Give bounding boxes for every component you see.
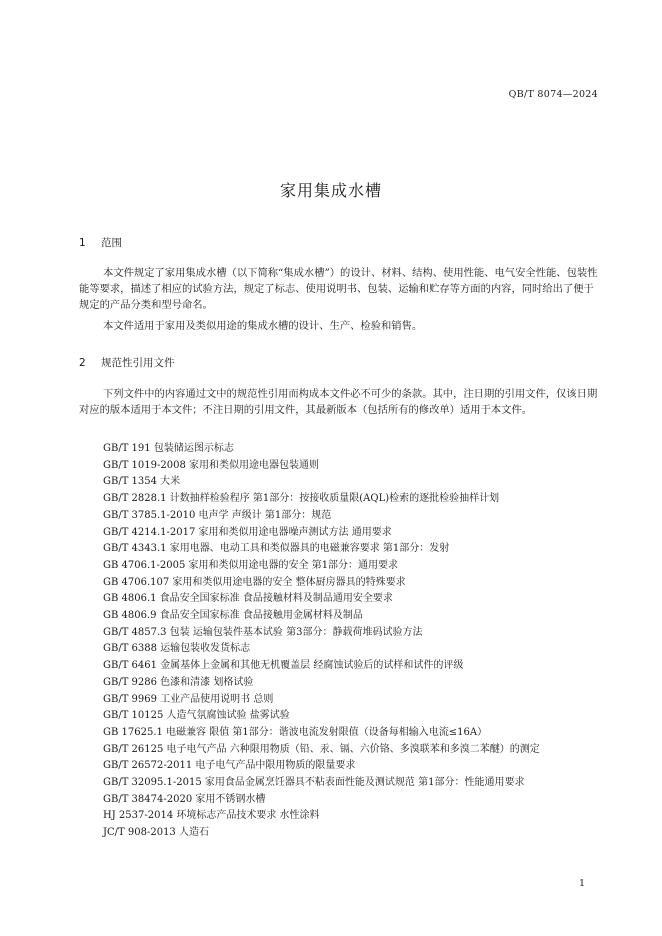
reference-item: GB/T 32095.1-2015 家用食品金属烹饪器具不粘表面性能及测试规范 第1部分：性能通用要求 xyxy=(103,777,525,789)
reference-item: GB 4706.107 家用和类似用途电器的安全 整体厨房器具的特殊要求 xyxy=(103,576,406,588)
standard-code: QB/T 8074—2024 xyxy=(508,89,598,100)
reference-item: GB/T 6461 金属基体上金属和其他无机覆盖层 经腐蚀试验后的试样和试件的评级 xyxy=(103,660,464,672)
reference-item: GB 4806.1 食品安全国家标准 食品接触材料及制品通用安全要求 xyxy=(103,593,393,605)
reference-item: GB 4706.1-2005 家用和类似用途电器的安全 第1部分：通用要求 xyxy=(103,559,399,571)
section-2-title: 规范性引用文件 xyxy=(101,357,175,369)
reference-item: GB/T 9969 工业产品使用说明书 总则 xyxy=(103,693,274,705)
reference-item: GB 17625.1 电磁兼容 限值 第1部分：谐波电流发射限值（设备每相输入电流≤16A） xyxy=(103,726,488,738)
reference-item: GB/T 4343.1 家用电器、电动工具和类似器具的电磁兼容要求 第1部分：发射 xyxy=(103,543,450,555)
scope-paragraph-2: 本文件适用于家用及类似用途的集成水槽的设计、生产、检验和销售。 xyxy=(103,320,423,332)
references-intro: 下列文件中的内容通过文中的规范性引用而构成本文件必不可少的条款。其中，注日期的引用文件，仅该日期对应的版本适用于本文件；不注日期的引用文件，其最新版本（包括所有的修改单）适用于本文件。 xyxy=(79,388,598,416)
section-1-title: 范围 xyxy=(101,237,122,249)
reference-item: GB/T 1019-2008 家用和类似用途电器包装通则 xyxy=(103,459,320,471)
reference-item: GB/T 26125 电子电气产品 六种限用物质（铅、汞、镉、六价铬、多溴联苯和多溴二苯醚）的测定 xyxy=(103,743,540,755)
reference-item: GB 4806.9 食品安全国家标准 食品接触用金属材料及制品 xyxy=(103,610,363,622)
section-1-number: 1 xyxy=(79,237,86,249)
page-number: 1 xyxy=(578,878,585,889)
reference-item: GB/T 3785.1-2010 电声学 声级计 第1部分：规范 xyxy=(103,509,332,521)
reference-item: GB/T 1354 大米 xyxy=(103,476,181,488)
reference-item: GB/T 9286 色漆和清漆 划格试验 xyxy=(103,676,254,688)
reference-item: GB/T 26572-2011 电子电气产品中限用物质的限量要求 xyxy=(103,760,356,772)
section-2-number: 2 xyxy=(79,357,86,369)
reference-item: GB/T 6388 运输包装收发货标志 xyxy=(103,643,251,655)
scope-paragraph-1: 本文件规定了家用集成水槽（以下简称“集成水槽”）的设计、材料、结构、使用性能、电气安全性能、包装性能等要求，描述了相应的试验方法，规定了标志、使用说明书、包装、运输和贮存等方面的内容，同时给出了便于规定的产品分类和型号命名。 xyxy=(79,267,598,311)
reference-item: GB/T 10125 人造气氛腐蚀试验 盐雾试验 xyxy=(103,710,290,722)
reference-item: GB/T 4857.3 包装 运输包装件基本试验 第3部分：静载荷堆码试验方法 xyxy=(103,626,423,638)
reference-item: HJ 2537-2014 环境标志产品技术要求 水性涂料 xyxy=(103,810,320,822)
document-title: 家用集成水槽 xyxy=(279,181,382,200)
reference-item: GB/T 4214.1-2017 家用和类似用途电器噪声测试方法 通用要求 xyxy=(103,526,392,538)
section-2-heading xyxy=(79,355,175,370)
reference-item: GB/T 38474-2020 家用不锈钢水槽 xyxy=(103,793,266,805)
reference-list xyxy=(79,441,604,842)
reference-item: GB/T 191 包装储运图示标志 xyxy=(103,443,234,454)
section-1-heading xyxy=(79,235,122,250)
reference-item: GB/T 2828.1 计数抽样检验程序 第1部分：按接收质量限(AQL)检索的逐批检验抽样计划 xyxy=(103,493,500,505)
reference-item: JC/T 908-2013 人造石 xyxy=(103,827,209,839)
